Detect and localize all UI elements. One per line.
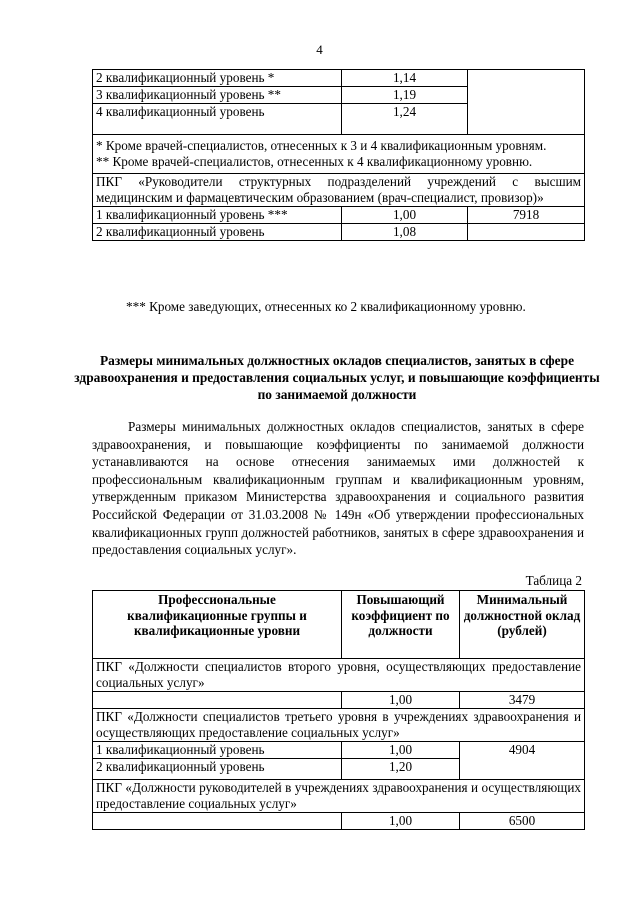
coefficient: 1,00 [342,692,460,709]
level-name: 3 квалификационный уровень ** [93,87,342,104]
level-name: 1 квалификационный уровень *** [93,207,342,224]
pkg-title: ПКГ «Должности специалистов третьего уровня в учреждениях здравоохранения и осуществляющих предоставление социальных услуг» [93,709,585,742]
level-name: 2 квалификационный уровень * [93,70,342,87]
table-row [93,813,585,830]
pkg-title: ПКГ «Руководители структурных подразделений учреждений с высшим медицинским и фармацевтическим образованием (врач-специалист, провизор)» [93,174,585,207]
table-2 [92,590,585,830]
table-row [93,780,585,813]
table-row [93,207,585,224]
level-name: 2 квалификационный уровень [93,759,342,780]
salary [468,224,585,241]
coefficient: 1,24 [342,104,468,135]
table-row [93,692,585,709]
level-name: 1 квалификационный уровень [93,742,342,759]
table-row [93,224,585,241]
salary: 6500 [460,813,585,830]
level-name: 2 квалификационный уровень [93,224,342,241]
coefficient: 1,20 [342,759,460,780]
pkg-title: ПКГ «Должности специалистов второго уровня, осуществляющих предоставление социальных услуг» [93,659,585,692]
level-name [93,813,342,830]
salary: 4904 [460,742,585,780]
table-header-row [93,591,585,659]
level-name: 4 квалификационный уровень [93,104,342,135]
table-row [93,135,585,174]
table-row [93,742,585,759]
footnote: *** Кроме заведующих, отнесенных ко 2 квалификационному уровню. [126,299,526,314]
table-row [93,70,585,87]
coefficient: 1,00 [342,813,460,830]
header-coefficient: Повышающий коэффициент по должности [342,591,460,659]
coefficient: 1,14 [342,70,468,87]
coefficient: 1,00 [342,207,468,224]
coefficient: 1,19 [342,87,468,104]
salary: 3479 [460,692,585,709]
header-groups: Профессиональные квалификационные группы и квалификационные уровни [93,591,342,659]
page-number: 4 [316,42,323,57]
table-label: Таблица 2 [525,573,582,588]
section-heading: Размеры минимальных должностных окладов специалистов, занятых в сфере здравоохранения и предоставления социальных услуг, и повышающие коэффициенты по занимаемой должности [74,353,600,402]
level-name [93,692,342,709]
header-salary: Минимальный должностной оклад (рублей) [460,591,585,659]
salary: 7918 [468,207,585,224]
table-row [93,174,585,207]
salary-cell [468,70,585,135]
body-paragraph: Размеры минимальных должностных окладов специалистов, занятых в сфере здравоохранения, и повышающие коэффициенты по занимаемой должности устанавливаются на основе отнесения занимаемых ими должностей к профессиональным квалификационным группам и квалификационным уровням, утвержденным приказом Министерства здравоохранения и социального развития Российской Федерации от 31.03.2008 № 149н «Об утверждении профессиональных квалификационных групп должностей работников, занятых в сфере здравоохранения и предоставления социальных услуг». [92,419,584,558]
table-row [93,659,585,692]
table-1 [92,69,585,241]
table-notes: * Кроме врачей-специалистов, отнесенных к 3 и 4 квалификационным уровням. ** Кроме врачей-специалистов, отнесенных к 4 квалификационному уровню. [93,135,585,174]
coefficient: 1,08 [342,224,468,241]
coefficient: 1,00 [342,742,460,759]
pkg-title: ПКГ «Должности руководителей в учреждениях здравоохранения и осуществляющих предоставление социальных услуг» [93,780,585,813]
table-row [93,709,585,742]
